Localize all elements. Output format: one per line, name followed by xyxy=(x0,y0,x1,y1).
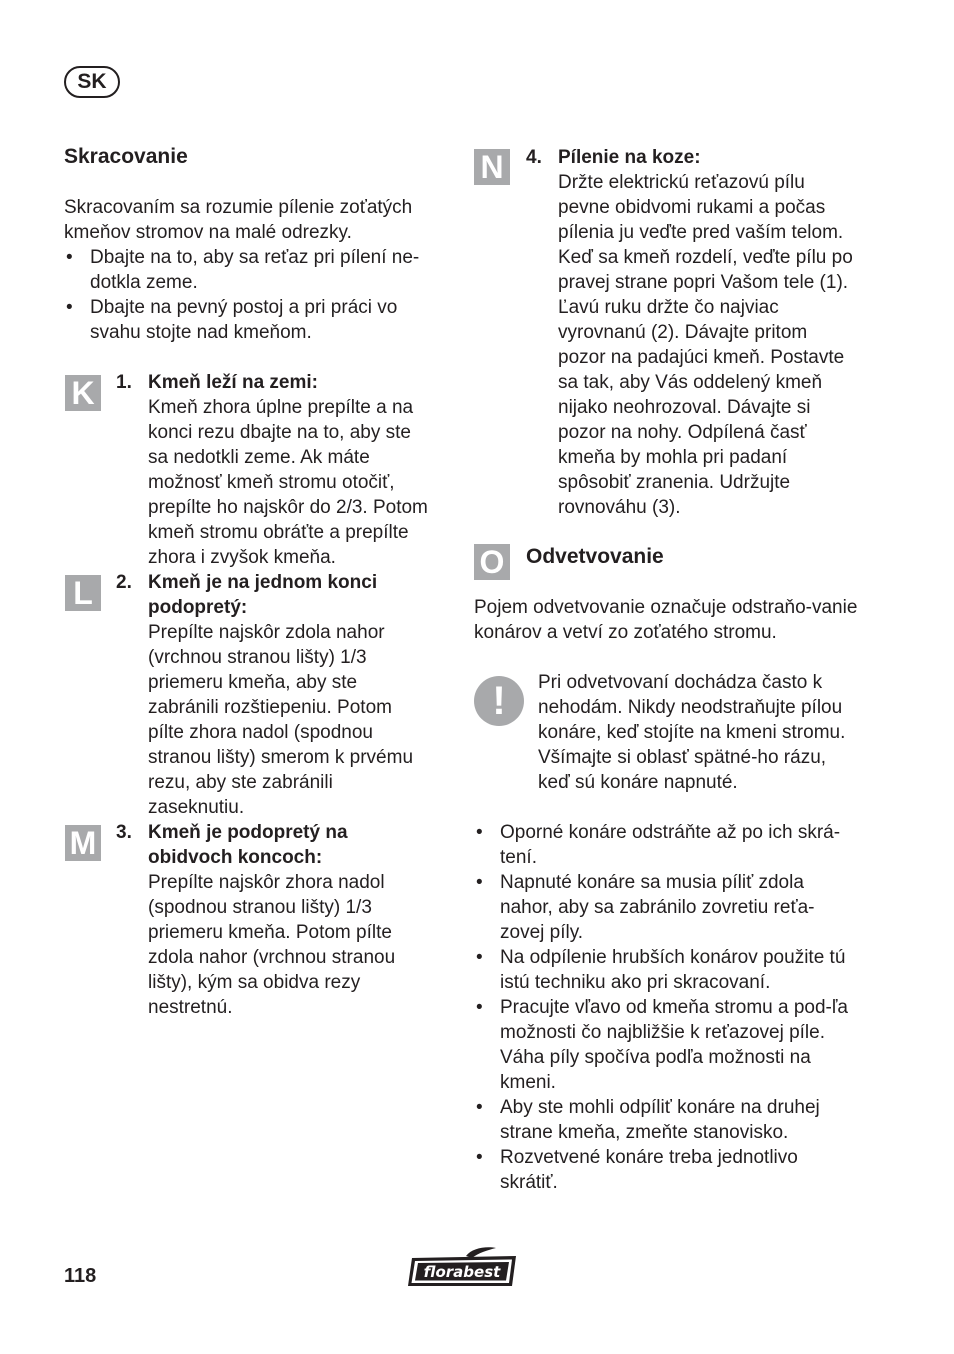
figure-label-n: N xyxy=(474,149,510,185)
step-text: Prepílte najskôr zdola nahor (vrchnou stranou lišty) 1/3 priemeru kmeňa, aby ste zabránili rozštiepeniu. Potom pílte zhora nadol (spodnou stranou lišty) smerom k prvému rezu, aby ste zabránili zaseknutiu. xyxy=(148,622,414,818)
list-item: • Rozvetvené konáre treba jednotlivo skrátiť. xyxy=(474,1145,856,1195)
list-item: • Aby ste mohli odpíliť konáre na druhej strane kmeňa, zmeňte stanovisko. xyxy=(474,1095,856,1145)
list-item: • Na odpílenie hrubších konárov použite tú istú techniku ako pri skracovaní. xyxy=(474,945,856,995)
logo-text: florabest xyxy=(423,1263,501,1281)
step-3 xyxy=(116,820,426,1020)
step-title: Kmeň je na jednom konci podopretý: xyxy=(148,572,378,618)
step-number: 1. xyxy=(116,372,132,393)
warning-icon: ! xyxy=(474,676,524,726)
skracovanie-bullet-list xyxy=(64,245,448,345)
figure-label-k: K xyxy=(65,375,101,411)
step-4 xyxy=(526,145,856,520)
step-2 xyxy=(116,570,426,820)
step-1 xyxy=(116,370,436,570)
figure-label-m: M xyxy=(65,825,101,861)
skracovanie-intro: Skracovaním sa rozumie pílenie zoťatých kmeňov stromov na malé odrezky. xyxy=(64,197,413,243)
step-number: 3. xyxy=(116,822,132,843)
list-item: • Pracujte vľavo od kmeňa stromu a pod-ľa možnosti čo najbližšie k reťazovej píle. Váha píly spočíva podľa možnosti na kmeni. xyxy=(474,995,856,1095)
section-heading-skracovanie: Skracovanie xyxy=(64,145,188,168)
odvetvovanie-bullet-list xyxy=(474,820,856,1195)
figure-label-o: O xyxy=(474,544,510,580)
list-item: • Dbajte na to, aby sa reťaz pri pílení ne-dotkla zeme. xyxy=(64,245,448,295)
section-heading-odvetvovanie: Odvetvovanie xyxy=(526,545,664,568)
florabest-logo xyxy=(406,1246,520,1290)
step-text: Držte elektrickú reťazovú pílu pevne obidvomi rukami a počas pílenia ju veďte pred vaším telom. Keď sa kmeň rozdelí, veďte pílu po pravej strane popri Vašom tele (1). Ľavú ruku držte čo najviac vyrovnanú (2). Dávajte pritom pozor na padajúci kmeň. Postavte sa tak, aby Vás oddelený kmeň nijako neohrozoval. Dávajte si pozor na nohy. Odpílená časť kmeňa by mohla pri padaní spôsobiť zranenia. Udržujte rovnováhu (3). xyxy=(558,172,853,518)
page-number: 118 xyxy=(64,1265,97,1287)
odvetvovanie-intro: Pojem odvetvovanie označuje odstraňo-vanie konárov a vetví zo zoťatého stromu. xyxy=(474,597,858,643)
figure-label-l: L xyxy=(65,575,101,611)
step-text: Prepílte najskôr zhora nadol (spodnou stranou lišty) 1/3 priemeru kmeňa. Potom pílte zdola nahor (vrchnou stranou lišty), kým sa obidva rezy nestretnú. xyxy=(148,872,396,1018)
list-item: • Oporné konáre odstráňte až po ich skrá-tení. xyxy=(474,820,856,870)
step-title: Pílenie na koze: xyxy=(558,147,701,168)
step-text: Kmeň zhora úplne prepílte a na konci rezu dbajte na to, aby ste sa nedotkli zeme. Ak máte možnosť kmeň stromu otočiť, prepílte ho najskôr do 2/3. Potom kmeň stromu obráťte a prepílte zhora i zvyšok kmeňa. xyxy=(148,397,428,568)
step-title: Kmeň je podopretý na obidvoch koncoch: xyxy=(148,822,348,868)
step-number: 2. xyxy=(116,572,132,593)
step-number: 4. xyxy=(526,147,542,168)
step-title: Kmeň leží na zemi: xyxy=(148,372,318,393)
language-badge: SK xyxy=(64,66,120,98)
list-item: • Dbajte na pevný postoj a pri práci vo svahu stojte nad kmeňom. xyxy=(64,295,448,345)
warning-text: Pri odvetvovaní dochádza často k nehodám. Nikdy neodstraňujte pílou konáre, keď stojíte na kmeni stromu. Všímajte si oblasť spätné-ho rázu, keď sú konáre napnuté. xyxy=(538,672,846,793)
list-item: • Napnuté konáre sa musia píliť zdola nahor, aby sa zabránilo zovretiu reťa-zovej píly. xyxy=(474,870,856,945)
